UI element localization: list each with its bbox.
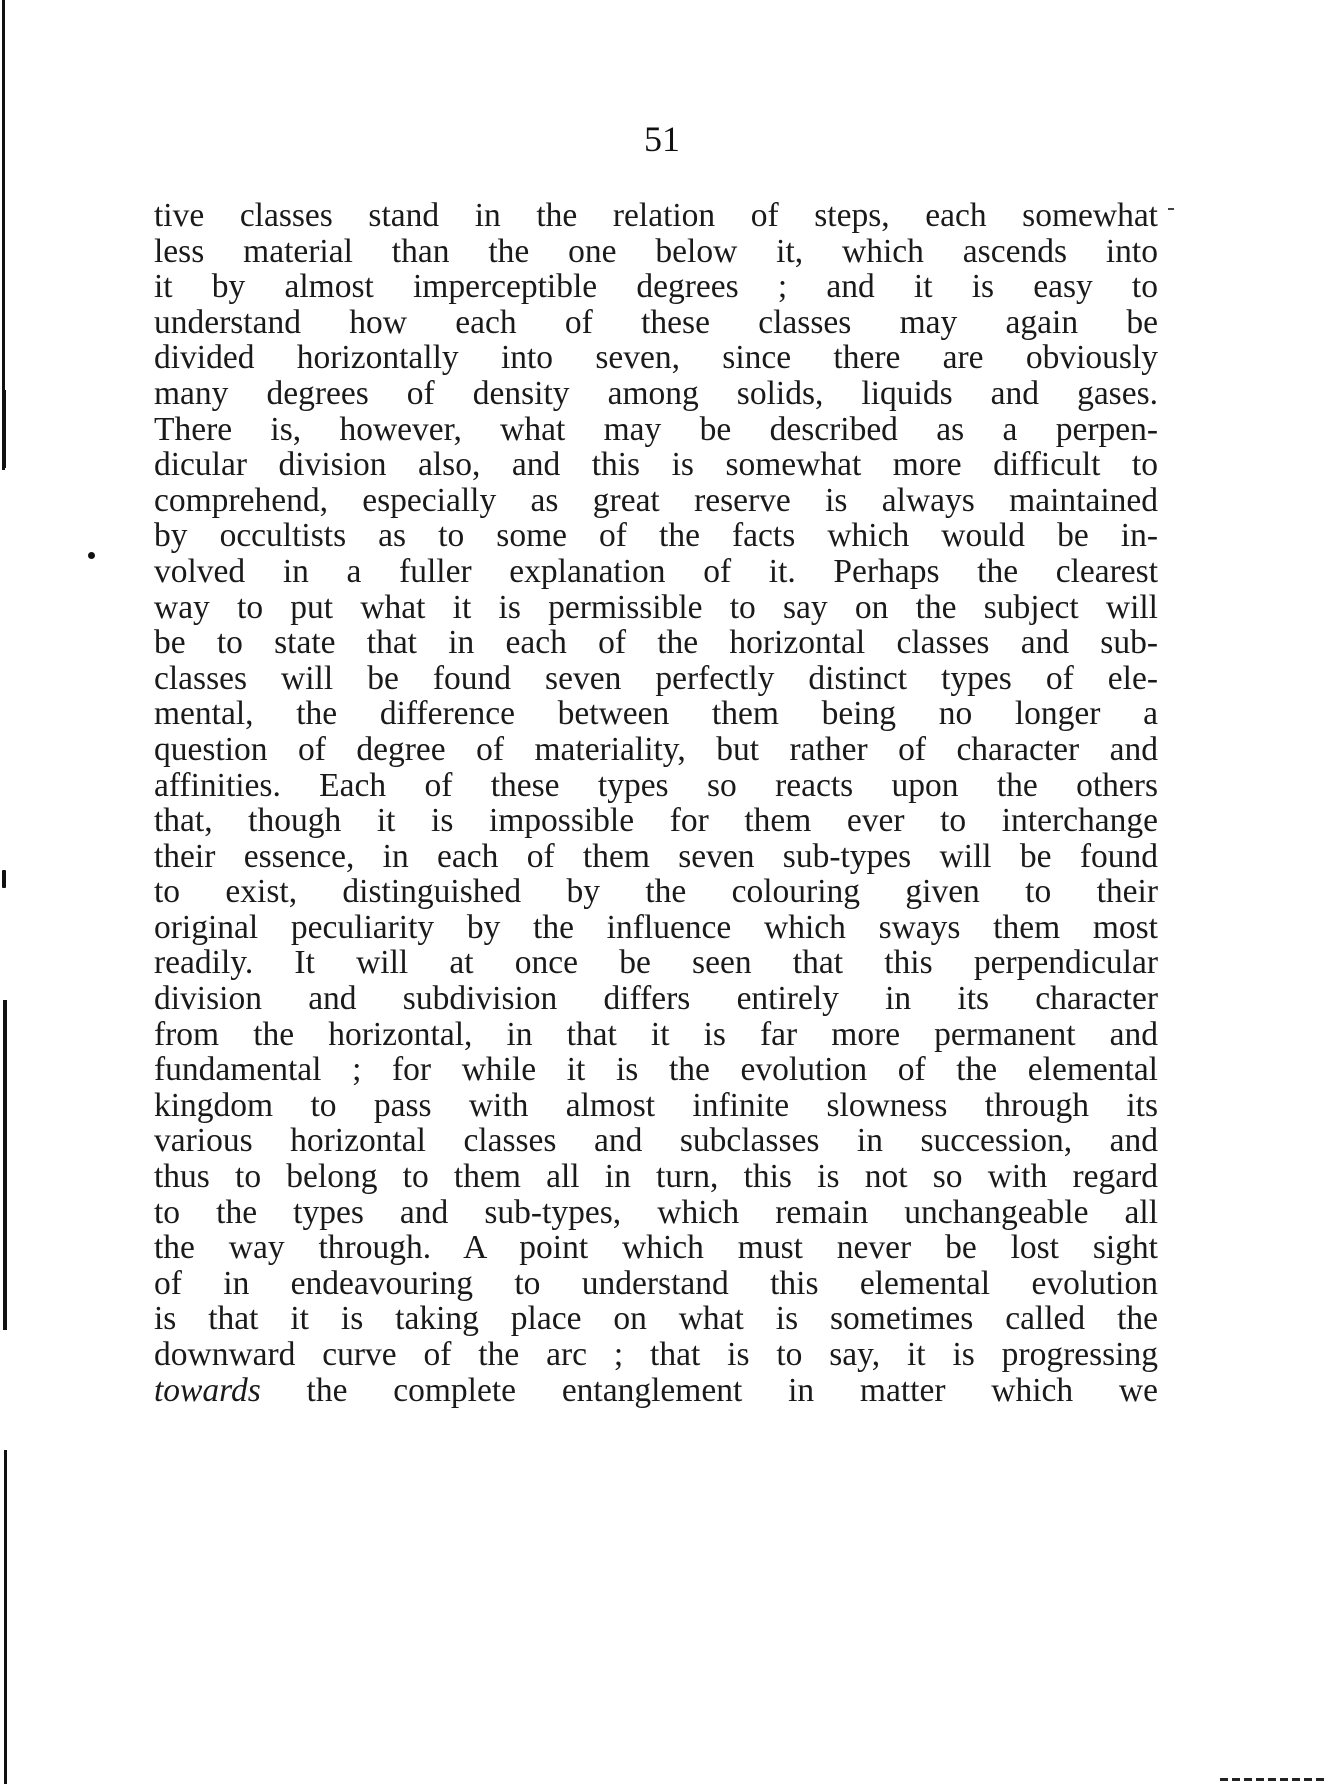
- text-line: the way through. A point which must never be lost sight: [154, 1229, 1158, 1267]
- bottom-edge-mark: [1220, 1778, 1324, 1781]
- text-line: many degrees of density among solids, liquids and gases.: [154, 374, 1158, 412]
- text-line: their essence, in each of them seven sub-types will be found: [154, 837, 1158, 875]
- margin-tick: [1168, 208, 1174, 210]
- text-line: comprehend, especially as great reserve is always maintained: [154, 481, 1158, 519]
- text-line: affinities. Each of these types so reacts upon the others: [154, 766, 1158, 804]
- text-line: thus to belong to them all in turn, this is not so with regard: [154, 1158, 1158, 1196]
- page-edge-scan-mark: [3, 1000, 7, 1330]
- text-line: kingdom to pass with almost infinite slowness through its: [154, 1086, 1158, 1124]
- text-line: classes will be found seven perfectly distinct types of ele-: [154, 659, 1158, 697]
- text-line: dicular division also, and this is somewhat more difficult to: [154, 446, 1158, 484]
- text-line: [154, 1373, 1158, 1409]
- page-edge-scan-mark: [3, 390, 6, 468]
- text-line: volved in a fuller explanation of it. Perhaps the clearest: [154, 552, 1158, 590]
- page-number: 51: [644, 119, 680, 159]
- text-line: various horizontal classes and subclasses in succession, and: [154, 1122, 1158, 1160]
- text-line: understand how each of these classes may again be: [154, 303, 1158, 341]
- text-line: from the horizontal, in that it is far more permanent and: [154, 1015, 1158, 1053]
- text-line: original peculiarity by the influence which sways them most: [154, 908, 1158, 946]
- text-line: readily. It will at once be seen that this perpendicular: [154, 944, 1158, 982]
- margin-dot: [88, 552, 95, 559]
- text-line: it by almost imperceptible degrees ; and it is easy to: [154, 268, 1158, 306]
- italic-word: towards: [154, 1371, 261, 1409]
- text-line: to exist, distinguished by the colouring given to their: [154, 873, 1158, 911]
- text-line: divided horizontally into seven, since there are obviously: [154, 339, 1158, 377]
- margin-mark: [2, 870, 6, 888]
- text-line: downward curve of the arc ; that is to say, it is progressing: [154, 1336, 1158, 1373]
- text-line: tive classes stand in the relation of steps, each somewhat: [154, 197, 1158, 234]
- page-edge-scan-mark: [4, 1450, 7, 1784]
- text-line: is that it is taking place on what is sometimes called the: [154, 1300, 1158, 1338]
- text-line: to the types and sub-types, which remain unchangeable all: [154, 1193, 1158, 1231]
- text-line: fundamental ; for while it is the evolution of the elemental: [154, 1051, 1158, 1089]
- text-line: There is, however, what may be described as a perpen-: [154, 410, 1158, 448]
- text-line: division and subdivision differs entirely in its character: [154, 980, 1158, 1018]
- text-line: question of degree of materiality, but rather of character and: [154, 730, 1158, 768]
- text-line: of in endeavouring to understand this elemental evolution: [154, 1264, 1158, 1302]
- text-line: by occultists as to some of the facts which would be in-: [154, 517, 1158, 555]
- text-line: mental, the difference between them being no longer a: [154, 695, 1158, 733]
- text-line: less material than the one below it, which ascends into: [154, 232, 1158, 270]
- body-text: [154, 198, 1158, 1408]
- text-line-rest: the complete entanglement in matter which we: [260, 1371, 1158, 1409]
- text-line: way to put what it is permissible to say on the subject will: [154, 588, 1158, 626]
- text-line: be to state that in each of the horizontal classes and sub-: [154, 624, 1158, 662]
- text-line: that, though it is impossible for them ever to interchange: [154, 802, 1158, 840]
